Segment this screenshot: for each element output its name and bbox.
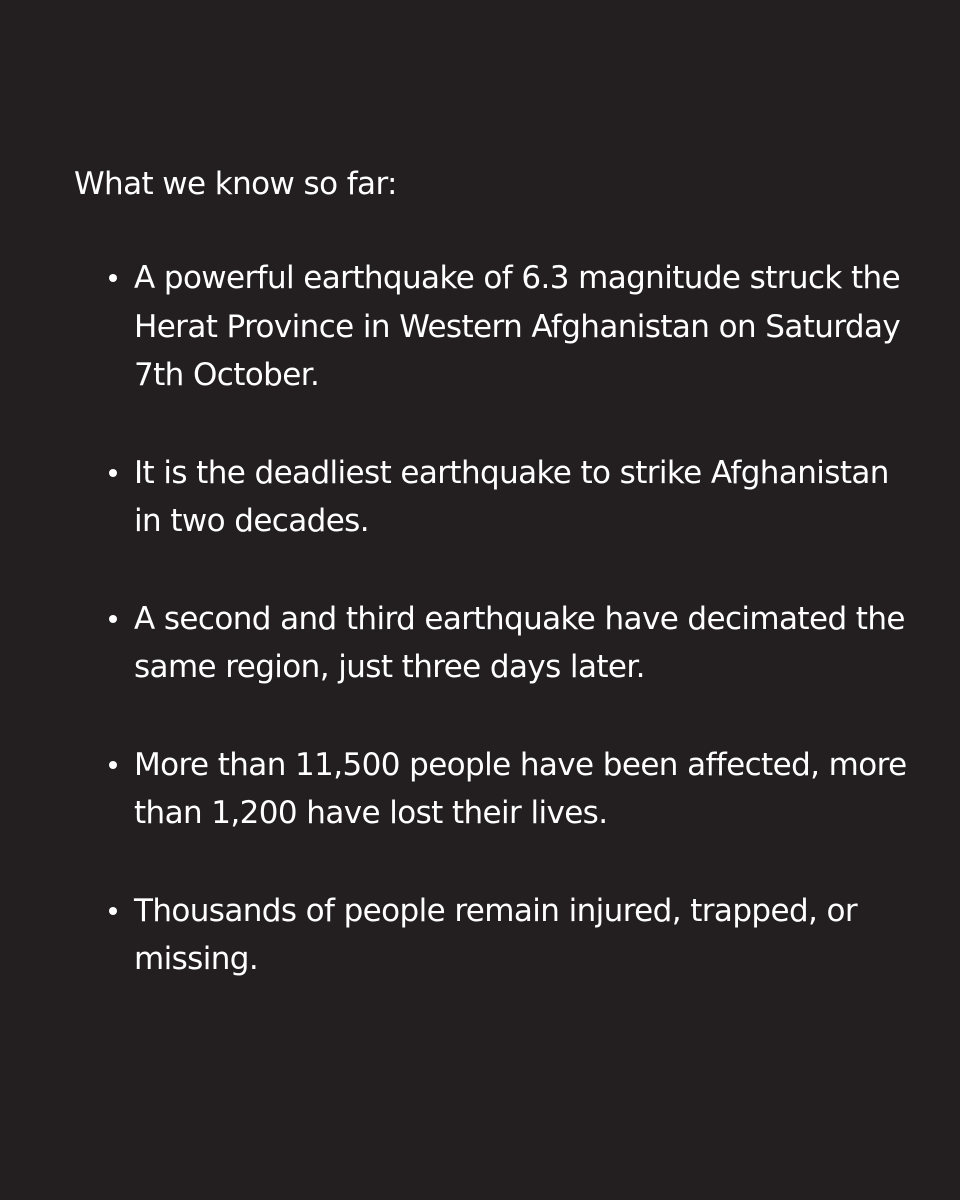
fact-text: More than 11,500 people have been affected, more than 1,200 have lost their lives.	[134, 746, 907, 831]
fact-text: It is the deadliest earthquake to strike Afghanistan in two decades.	[134, 454, 889, 539]
fact-item	[0, 887, 960, 984]
bullet-icon	[109, 615, 117, 623]
fact-item	[0, 254, 960, 400]
fact-text: A second and third earthquake have decimated the same region, just three days later.	[134, 600, 905, 685]
section-heading: What we know so far:	[74, 166, 397, 202]
fact-text: Thousands of people remain injured, trapped, or missing.	[134, 892, 858, 977]
bullet-icon	[109, 274, 117, 282]
fact-text: A powerful earthquake of 6.3 magnitude struck the Herat Province in Western Afghanistan on Saturday 7th October.	[134, 260, 901, 393]
fact-item	[0, 449, 960, 546]
bullet-icon	[109, 761, 117, 769]
fact-item	[0, 741, 960, 838]
fact-item	[0, 595, 960, 692]
bullet-icon	[109, 469, 117, 477]
facts-list	[0, 254, 960, 1033]
bullet-icon	[109, 907, 117, 915]
